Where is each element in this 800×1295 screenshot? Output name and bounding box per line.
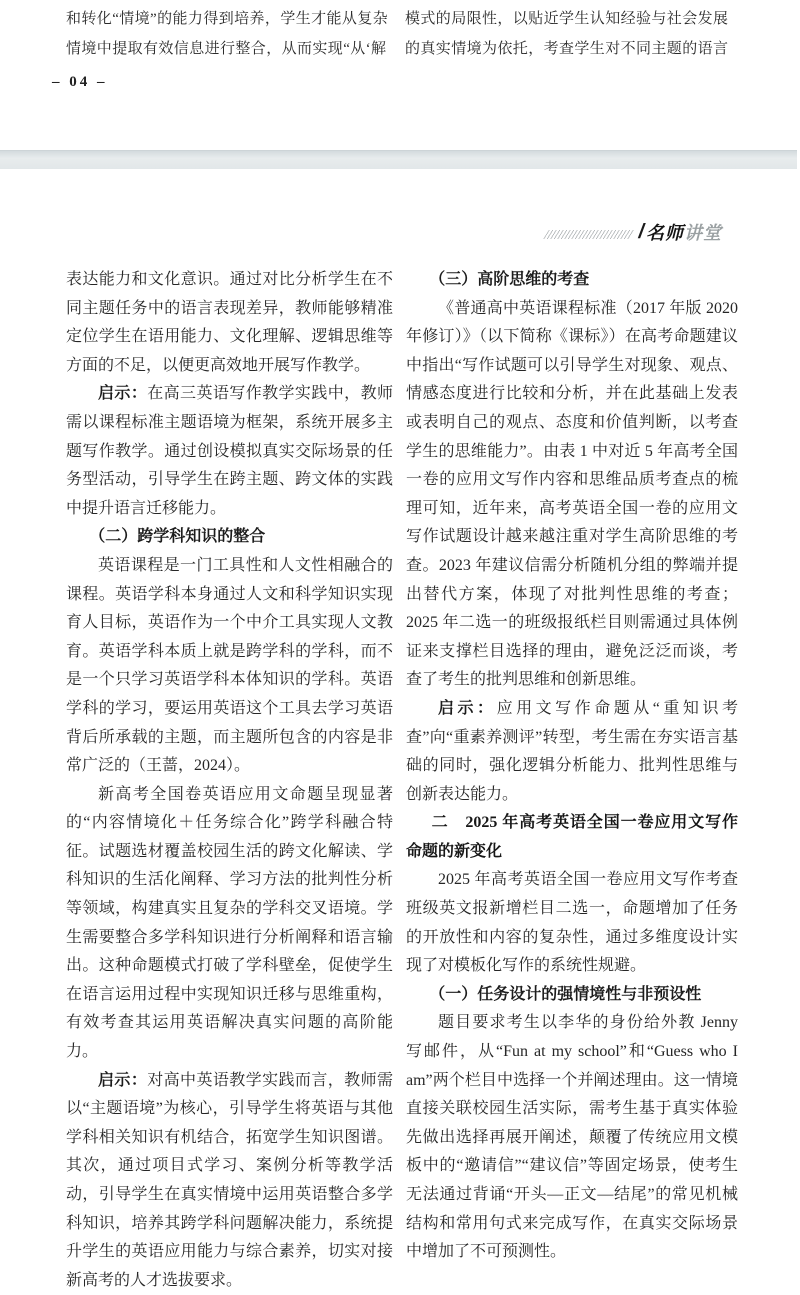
overflow-text-line: 模式的局限性，以贴近学生认知经验与社会发展 [405,11,729,27]
body-paragraph: 题目要求考生以李华的身份给外教 Jenny 写邮件，从“Fun at my school”和“Guess who I am”两个栏目中选择一个并阐述理由。这一情境直接关联校园生活实际，需考生基于真实体验先做出选择再展开阐述，颠覆了传统应用文模板中的“邀请信”“建议信”等固定场景，使考生无法通过背诵“开头—正文—结尾”的常见机械结构和常用句式来完成写作，在真实交际场景中增加了不可预测性。 [406,1014,738,1261]
prev-page-overflow-right-column [405,4,728,64]
hint-paragraph: 启示：应用文写作命题从“重知识考查”向“重素养测评”转型，考生需在夯实语言基础的同时，强化逻辑分析能力、批判性思维与创新表达能力。 [406,699,738,803]
body-paragraph: 《普通高中英语课程标准（2017 年版 2020 年修订）》（以下简称《课标》）在高考命题建议中指出“写作试题可以引导学生对现象、观点、情感态度进行比较和分析，并在此基础上发表或表明自己的观点、态度和价值判断，以考查学生的思维能力”。由表 1 中对近 5 年高考全国一卷的应用文写作内容和思维品质考查点的梳理可知，近年来，高考英语全国一卷的应用文写作试题设计越来越注重对学生高阶思维的考查。2023 年建议信需分析随机分组的弊端并提出替代方案，体现了对批判性思维的考查；2025 年二选一的班级报纸栏目则需通过具体例证来支撑栏目选择的理由，避免泛泛而谈，考查了考生的批判思维和创新思维。 [406,299,738,689]
body-paragraph: 英语课程是一门工具性和人文性相融合的课程。英语学科本身通过人文和科学知识实现育人目标，英语作为一个中介工具实现人文教育。英语学科本质上就是跨学科的学科，而不是一个只学习英语学科本体知识的学科。英语学科的学习，要运用英语这个工具去学习英语背后所承载的主题，而主题所包含的内容是非常广泛的（王蔷，2024）。 [66,556,393,775]
hatch-pattern-icon [544,230,636,239]
sub-heading: （二）跨学科知识的整合 [89,528,266,546]
hint-label: 启示： [98,385,148,403]
page-number: – 04 – [52,74,108,90]
masthead-title-secondary: 讲堂 [684,223,722,243]
body-paragraph: 新高考全国卷英语应用文命题呈现显著的“内容情境化＋任务综合化”跨学科融合特征。试题选材覆盖校园生活的跨文化解读、学科知识的生活化阐释、学习方法的批判性分析等领域，构建真实且复杂的学科交叉语境。学生需要整合多学科知识进行分析阐释和语言输出。这种命题模式打破了学科壁垒，促使学生在语言运用过程中实现知识迁移与思维重构，有效考查其运用英语解决真实问题的高阶能力。 [66,785,393,1061]
hint-paragraph: 启示：在高三英语写作教学实践中，教师需以课程标准主题语境为框架，系统开展多主题写作教学。通过创设模拟真实交际场景的任务型活动，引导学生在跨主题、跨文体的实践中提升语言迁移能力。 [66,385,393,517]
right-text-column [406,266,738,1267]
sub-heading: （三）高阶思维的考查 [429,271,590,288]
slash-mark: / [638,220,644,243]
section-divider-band [0,150,797,169]
masthead-title-primary: 名师 [646,223,684,243]
body-paragraph: 2025 年高考英语全国一卷应用文写作考查班级英文报新增栏目二选一，命题增加了任务的开放性和内容的复杂性，通过多维度设计实现了对模板化写作的系统性规避。 [406,871,738,975]
body-paragraph: 表达能力和文化意识。通过对比分析学生在不同主题任务中的语言表现差异，教师能够精准定位学生在语用能力、文化理解、逻辑思维等方面的不足，以便更高效地开展写作教学。 [66,271,393,374]
hint-label: 启示： [98,1071,148,1089]
sub-heading: （一）任务设计的强情境性与非预设性 [429,985,702,1003]
overflow-text-line: 和转化“情境”的能力得到培养，学生才能从复杂 [66,11,389,27]
column-masthead [0,221,722,243]
hint-label: 启示： [438,699,497,717]
prev-page-overflow-left-column [66,4,388,64]
overflow-text-line: 的真实情境为依托，考查学生对不同主题的语言 [405,41,729,57]
left-text-column [66,266,393,1295]
hint-paragraph: 启示：对高中英语教学实践而言，教师需以“主题语境”为核心，引导学生将英语与其他学科相关知识有机结合，拓宽学生知识图谱。其次，通过项目式学习、案例分析等教学活动，引导学生在真实情境中运用英语整合多学科知识，培养其跨学科问题解决能力，系统提升学生的英语应用能力与综合素养，切实对接新高考的人才选拔要求。 [66,1071,393,1289]
section-heading: 二 2025 年高考英语全国一卷应用文写作命题的新变化 [406,814,738,860]
overflow-text-line: 情境中提取有效信息进行整合，从而实现“从‘解 [66,41,387,57]
